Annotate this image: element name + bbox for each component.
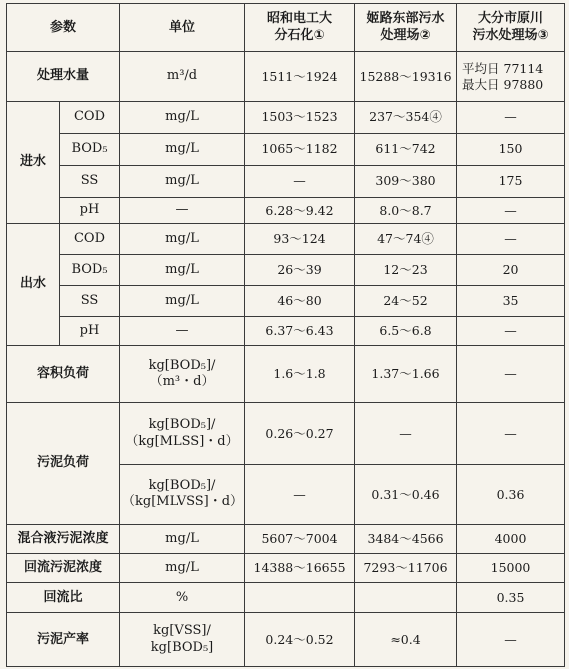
value-cell: 0.26～0.27 — [245, 403, 355, 465]
value-cell: — — [457, 197, 565, 224]
table-row — [7, 133, 565, 165]
value-cell: 93～124 — [245, 224, 355, 255]
table-row — [7, 197, 565, 224]
table-row — [7, 52, 565, 101]
value-cell: — — [457, 224, 565, 255]
value-cell: 175 — [457, 165, 565, 197]
table-row — [7, 345, 565, 403]
value-cell: 14388～16655 — [245, 553, 355, 583]
value-cell: 12～23 — [355, 255, 457, 286]
value-cell: 6.37～6.43 — [245, 316, 355, 345]
value-cell: 20 — [457, 255, 565, 286]
table-row — [7, 553, 565, 583]
value-cell: 1511～1924 — [245, 52, 355, 101]
header-plant1-line2: 分石化① — [274, 27, 325, 43]
value-cell: 3484～4566 — [355, 524, 457, 553]
unit-cell: mg/L — [120, 133, 245, 165]
value-cell: 5607～7004 — [245, 524, 355, 553]
unit-cell: mg/L — [120, 224, 245, 255]
header-row — [7, 4, 565, 52]
unit-cell — [120, 465, 245, 525]
row-label: 容积负荷 — [7, 345, 120, 403]
unit-cell: mg/L — [120, 255, 245, 286]
row-label: 处理水量 — [7, 52, 120, 101]
value-cell: — — [457, 403, 565, 465]
group-label-outlet: 出水 — [7, 224, 60, 345]
value-cell: 15000 — [457, 553, 565, 583]
unit-cell: — — [120, 197, 245, 224]
value-cell: 8.0～8.7 — [355, 197, 457, 224]
table-row — [7, 165, 565, 197]
row-label: 回流比 — [7, 583, 120, 613]
unit-cell: mg/L — [120, 286, 245, 317]
unit-cell: m³/d — [120, 52, 245, 101]
value-cell: 0.31～0.46 — [355, 465, 457, 525]
table-row — [7, 286, 565, 317]
header-plant1-line1: 昭和电工大 — [267, 11, 333, 27]
value-cell: 46～80 — [245, 286, 355, 317]
header-plant3-line1: 大分市原川 — [478, 11, 544, 27]
table-row — [7, 255, 565, 286]
row-label: 混合液污泥浓度 — [7, 524, 120, 553]
value-cell: 0.35 — [457, 583, 565, 613]
value-cell: ≈0.4 — [355, 613, 457, 667]
value-cell: 6.5～6.8 — [355, 316, 457, 345]
unit-line: kg[BOD₅]/ — [148, 357, 216, 373]
value-cell: — — [457, 345, 565, 403]
value-cell: 309～380 — [355, 165, 457, 197]
unit-cell — [120, 345, 245, 403]
value-cell: 1.6～1.8 — [245, 345, 355, 403]
value-cell — [457, 52, 565, 101]
unit-line: kg[BOD₅]/ — [148, 478, 216, 494]
param-cell: pH — [60, 316, 120, 345]
value-cell: 611～742 — [355, 133, 457, 165]
param-cell: SS — [60, 286, 120, 317]
header-plant2-line2: 处理场② — [380, 27, 431, 43]
unit-cell — [120, 403, 245, 465]
row-label: 污泥负荷 — [7, 403, 120, 524]
value-cell: 1503～1523 — [245, 101, 355, 133]
value-cell: 4000 — [457, 524, 565, 553]
header-plant2-line1: 姬路东部污水 — [366, 11, 445, 27]
value-cell: 15288～19316 — [355, 52, 457, 101]
value-cell: — — [457, 316, 565, 345]
header-param: 参数 — [7, 4, 120, 52]
unit-cell: mg/L — [120, 553, 245, 583]
value-cell: 0.24～0.52 — [245, 613, 355, 667]
value-cell: 7293～11706 — [355, 553, 457, 583]
value-cell: 24～52 — [355, 286, 457, 317]
value-cell: 0.36 — [457, 465, 565, 525]
unit-line: kg[VSS]/ — [153, 623, 211, 639]
parameter-table — [6, 3, 565, 667]
value-cell: 237～354④ — [355, 101, 457, 133]
value-cell — [245, 583, 355, 613]
unit-line: （kg[MLVSS]・d） — [122, 494, 244, 510]
header-plant2 — [355, 4, 457, 52]
table-row — [7, 316, 565, 345]
value-cell: — — [245, 165, 355, 197]
unit-cell: % — [120, 583, 245, 613]
param-cell: BOD₅ — [60, 255, 120, 286]
value-cell: 150 — [457, 133, 565, 165]
unit-line: （m³・d） — [149, 374, 215, 390]
header-plant3-line2: 污水处理场③ — [472, 27, 549, 43]
unit-line: kg[BOD₅] — [150, 639, 214, 655]
param-cell: COD — [60, 224, 120, 255]
unit-cell — [120, 613, 245, 667]
param-cell: COD — [60, 101, 120, 133]
header-plant3 — [457, 4, 565, 52]
table-row — [7, 403, 565, 465]
value-cell: 47～74④ — [355, 224, 457, 255]
unit-line: （kg[MLSS]・d） — [125, 433, 239, 449]
param-cell: pH — [60, 197, 120, 224]
row-label: 污泥产率 — [7, 613, 120, 667]
value-cell: 26～39 — [245, 255, 355, 286]
value-cell — [355, 583, 457, 613]
table-row — [7, 224, 565, 255]
header-plant1 — [245, 4, 355, 52]
param-cell: SS — [60, 165, 120, 197]
row-label: 回流污泥浓度 — [7, 553, 120, 583]
value-cell: — — [245, 465, 355, 525]
unit-cell: mg/L — [120, 524, 245, 553]
flow-max: 最大日 97880 — [462, 76, 544, 92]
value-cell: 35 — [457, 286, 565, 317]
value-cell: 1065～1182 — [245, 133, 355, 165]
value-cell: 6.28～9.42 — [245, 197, 355, 224]
table-row — [7, 524, 565, 553]
table-row — [7, 101, 565, 133]
table-row — [7, 583, 565, 613]
value-cell: 1.37～1.66 — [355, 345, 457, 403]
unit-cell: — — [120, 316, 245, 345]
unit-line: kg[BOD₅]/ — [148, 417, 216, 433]
header-unit: 单位 — [120, 4, 245, 52]
param-cell: BOD₅ — [60, 133, 120, 165]
value-cell: — — [355, 403, 457, 465]
value-cell: — — [457, 101, 565, 133]
flow-avg: 平均日 77114 — [462, 60, 544, 76]
value-cell: — — [457, 613, 565, 667]
table-row — [7, 613, 565, 667]
group-label-inlet: 进水 — [7, 101, 60, 223]
unit-cell: mg/L — [120, 101, 245, 133]
unit-cell: mg/L — [120, 165, 245, 197]
